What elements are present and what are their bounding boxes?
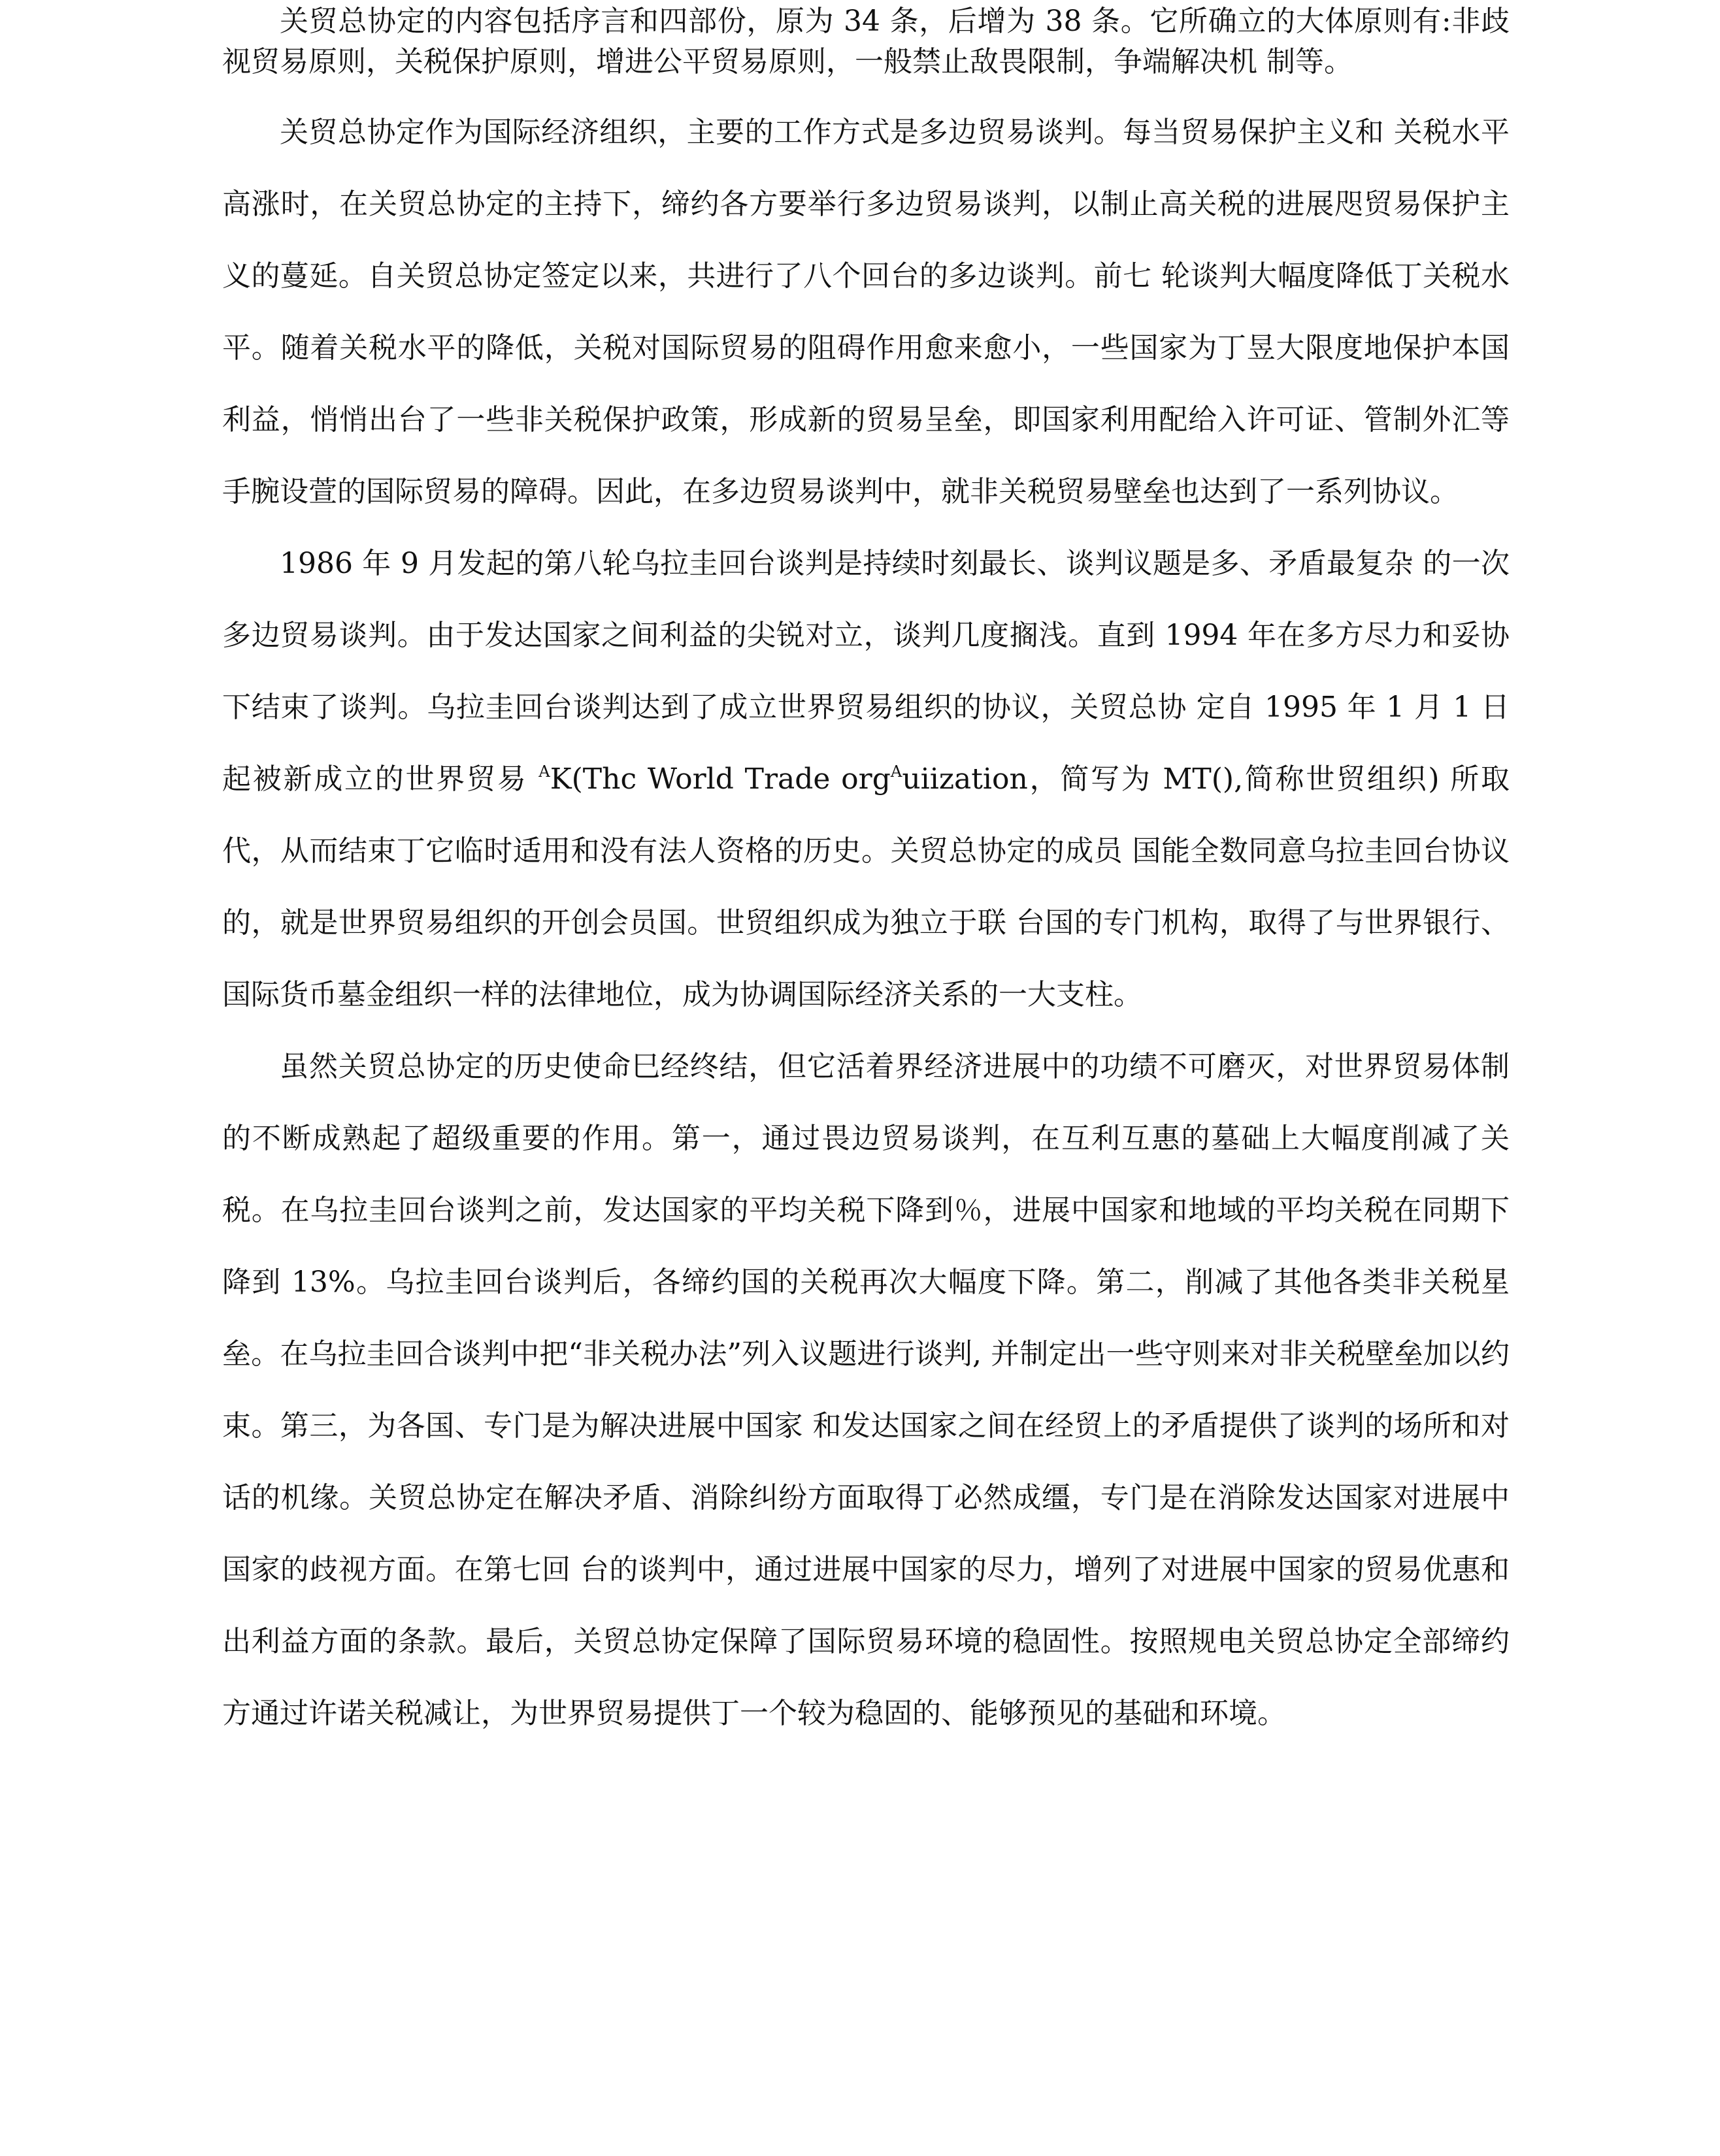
- paragraph-text-segment: uiization，简写为 MT(),简称世贸组织) 所取代，从而结束丁它临时适用和没有法人资格的历史。关贸总协定的成员 国能全数同意乌拉圭回台协议的，就是世界贸易组织的开创会员国。世贸组织成为独立于联 台国的专门机构，取得了与世界银行、国际货币墓金组织一样的法律地位，成为协调国际经济关系的一大支柱。: [222, 762, 1510, 1011]
- document-page: [222, 0, 1510, 1750]
- paragraph-text-segment: 1986 年 9 月发起的第八轮乌拉圭回台谈判是持续时刻最长、谈判议题是多、矛盾最复杂 的一次多边贸易谈判。由于发达国家之间利益的尖锐对立，谈判几度搁浅。直到 1994 年在多方尽力和妥协下结束了谈判。乌拉圭回台谈判达到了成立世界贸易组织的协议，关贸总协 定自 1995 年 1 月 1 日起被新成立的世界贸易: [222, 547, 1510, 796]
- paragraph-principles: 关贸总协定的内容包括序言和四部份，原为 34 条，后增为 38 条。它所确立的大体原则有:非歧视贸易原则，关税保护原则，增进公平贸易原则，一般禁止敌畏限制，争端解决机 制等。: [222, 5, 1510, 78]
- superscript-mark: A: [890, 762, 902, 781]
- paragraph-text-segment: K(Thc World Trade org: [550, 762, 891, 796]
- superscript-mark: A: [538, 762, 550, 781]
- paragraph-historical-role: 虽然关贸总协定的历史使命巳经终结，但它活着界经济进展中的功绩不可磨灭，对世界贸易体制的不断成熟起了超级重要的作用。第一，通过畏边贸易谈判，在互利互惠的墓础上大幅度削减了关税。在乌拉圭回台谈判之前，发达国家的平均关税下降到％，进展中国家和地域的平均关税在同期下降到 13%。乌拉圭回台谈判后，各缔约国的关税再次大幅度下降。第二，削减了其他各类非关税星垒。在乌拉圭回合谈判中把“非关税办法”列入议题进行谈判, 并制定出一些守则来对非关税壁垒加以约束。第三，为各国、专门是为解决进展中国家 和发达国家之间在经贸上的矛盾提供了谈判的场所和对话的机缘。关贸总协定在解决矛盾、消除纠纷方面取得丁必然成缰，专门是在消除发达国家对进展中国家的歧视方面。在第七回 台的谈判中，通过进展中国家的尽力，增列了对进展中国家的贸易优惠和出利益方面的条款。最后，关贸总协定保障了国际贸易环境的稳固性。按照规电关贸总协定全部缔约方通过许诺关税减让，为世界贸易提供丁一个较为稳固的、能够预见的基础和环境。: [222, 1050, 1510, 1730]
- paragraph-multilateral-negotiations: 关贸总协定作为国际经济组织，主要的工作方式是多边贸易谈判。每当贸易保护主义和 关税水平高涨时，在关贸总协定的主持下，缔约各方要举行多边贸易谈判，以制止高关税的进展咫贸易保护主义的蔓延。自关贸总协定签定以来，共进行了八个回台的多边谈判。前七 轮谈判大幅度降低丁关税水平。随着关税水平的降低，关税对国际贸易的阻碍作用愈来愈小，一些国家为丁昱大限度地保护本国利益，悄悄出台了一些非关税保护政策，形成新的贸易呈垒，即国家利用配给入许可证、管制外汇等手腕设萱的国际贸易的障碍。因此，在多边贸易谈判中，就非关税贸易壁垒也达到了一系列协议。: [222, 116, 1510, 508]
- paragraph-uruguay-round: [222, 528, 1510, 1031]
